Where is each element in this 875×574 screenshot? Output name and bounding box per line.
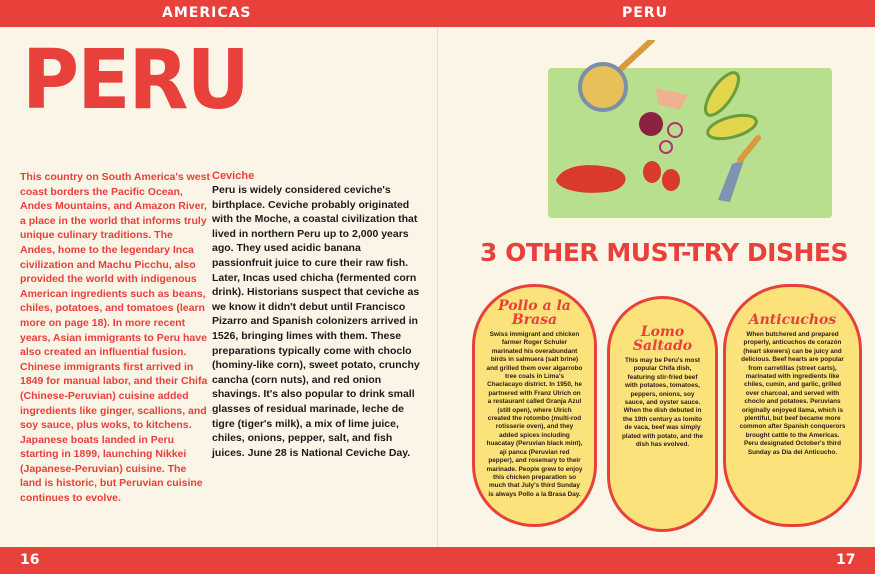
section-header: AMERICAS [162,5,252,21]
page-gutter [437,27,438,547]
dish-card-lomo-saltado [607,296,718,532]
dish-name: Lomo Saltado [632,324,693,354]
ceviche-heading: Ceviche [212,170,255,182]
dish-card-pollo-a-la-brasa [472,284,597,527]
chili-2 [662,169,680,191]
dish-card-anticuchos [723,284,862,527]
right-page-number: 17 [836,552,856,568]
dish-name: Pollo a la Brasa [498,298,571,328]
bowl-of-corn [580,64,626,110]
dish-name: Anticuchos [748,312,837,328]
page-title: PERU [22,33,248,128]
intro-paragraph: This country on South America's west coast borders the Pacific Ocean, Andes Mountains, and Amazon River, a place in the world that informs truly unique culinary traditions. The Andes, home to the legendary Inca civilization and Machu Picchu, also provided the world with indigenous American ingredients such as beans, chiles, potatoes, and tomatoes (learn more on page 18). In more recent years, Asian immigrants to Peru have also created an influential fusion. Chinese immigrants first arrived in 1849 for manual labor, and their Chifa (Chinese-Peruvian) cuisine added ingredients like ginger, scallions, and soy sauce, plus woks, to kitchens. Japanese boats landed in Peru starting in 1899, launching Nikkei (Japanese-Peruvian) cuisine. The land is historic, but Peruvian cuisine continues to evolve. [20,171,210,505]
red-onion [639,112,663,136]
chili-1 [643,161,661,183]
left-page-number: 16 [20,552,40,568]
top-header-bar [0,0,875,27]
dish-description: This may be Peru's most popular Chifa dish, featuring stir-fried beef with potatoes, tomatoes, peppers, onions, soy sauce, and oyster sauce. When the dish debuted in the 19th century as lomito de vaca, beef was simply plated with potato, and the dish has evolved. [622,357,703,449]
bottom-footer-bar [0,547,875,574]
dish-description: Swiss immigrant and chicken farmer Roger Schuler marinated his overabundant birds in salmuera (salt brine) and grilled them over algarrobo tree coals in Lima's Chaclacayo district. In 1950, he partnered with Franz Ulrich on a restaurant called Granja Azul (still open), where Ulrich created the rotombo (multi-rod rotisserie oven), and they added spices including huacatay (Peruvian black mint), ají panca (Peruvian red pepper), and rosemary to their marinade. People grew to enjoy this chicken preparation so much that July's third Sunday is always Pollo a la Brasa Day. [486,331,583,498]
country-header: PERU [622,5,668,21]
dish-description: When butchered and prepared properly, anticuchos de corazón (heart skewers) can be juicy and delicious. Beef hearts are popular from carretillas (street carts), marinated with ingredients like chiles, cumin, and garlic, grilled over charcoal, and served with choclo and potatoes. Peruvians originally enjoyed llama, which is plentiful, but beef became more common after Spanish conquerors brought cattle to the Americas. Peru designated October's third Sunday as Día del Anticucho. [739,331,846,456]
ceviche-paragraph: Peru is widely considered ceviche's birthplace. Ceviche probably originated with the Moche, a coastal civilization that lived in northern Peru up to 2,000 years ago. They used acidic banana passionfruit juice to cure their raw fish. Later, Incas used chicha (fermented corn drink). Historians suspect that ceviche as we know it didn't debut until Francisco Pizarro and Spanish colonizers arrived in 1526, bringing limes with them. These preparations typically come with choclo (hominy-like corn), sweet potato, crunchy cancha (corn nuts), and red onion shavings. It's also popular to drink small glasses of residual marinade, leche de tigre (tiger's milk), a mix of lime juice, chiles, onions, pepper, salt, and fish juices. June 28 is National Ceviche Day. [212,184,420,459]
must-try-heading: 3 OTHER MUST-TRY DISHES [480,238,848,267]
ceviche-ingredients-illustration [548,40,832,226]
